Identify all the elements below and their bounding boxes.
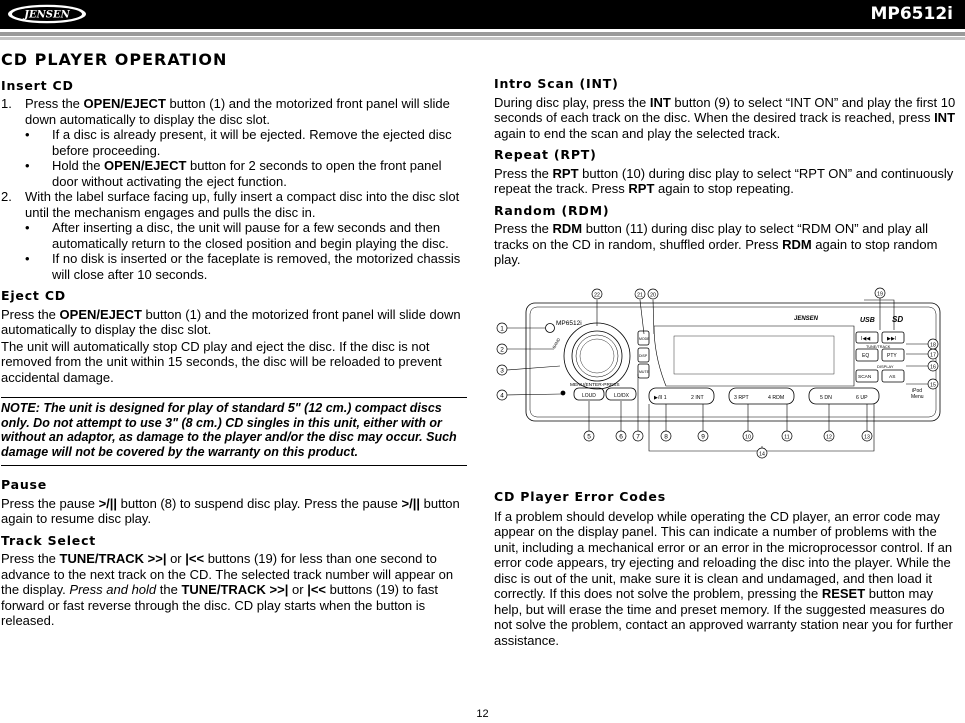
callout-3-label: 3 [500, 367, 504, 375]
callout-11-label: 11 [784, 434, 790, 441]
callout-13-label: 13 [864, 434, 870, 441]
callout-2-label: 2 [500, 346, 504, 354]
intro-scan-heading: Intro Scan (INT) [494, 76, 619, 91]
track-select-paragraph: Press the TUNE/TRACK >>| or |<< buttons (19) for less than one second to advance to the next track on the CD. The selected track number will appear on the display. Press and hold the TUNE/TRACK >>| or |<< buttons (19) to fast forward or fast reverse through the disc. CD play starts when the button is released. [1, 551, 454, 628]
svg-text:TUNE/TRACK: TUNE/TRACK [866, 345, 891, 349]
ir-sensor [561, 391, 565, 395]
display-window [654, 326, 854, 386]
brand-label: JENSEN [794, 316, 819, 322]
pause-heading: Pause [1, 477, 48, 492]
pause-paragraph: Press the pause >/|| button (8) to suspend disc play. Press the pause >/|| button again to resume disc play. [1, 495, 460, 526]
callout-19-label: 19 [877, 291, 883, 298]
page-header [0, 0, 965, 29]
callout-12-label: 12 [826, 434, 832, 441]
svg-text:6 UP: 6 UP [856, 395, 868, 401]
svg-text:BAND: BAND [551, 337, 562, 350]
callout-7-label: 7 [636, 433, 640, 441]
callout-18-label: 18 [930, 342, 936, 349]
open-eject-button [546, 324, 555, 333]
repeat-heading: Repeat (RPT) [494, 147, 597, 162]
callout-5-label: 5 [587, 433, 591, 441]
error-codes-section [494, 489, 960, 648]
intro-scan-paragraph: During disc play, press the INT button (9) to select “INT ON” and play the first 10 seconds of each track on the disc. When the desired track is reached, press INT again to end the scan and play the selected track. [494, 94, 956, 141]
brand-text: JENSEN [24, 9, 70, 21]
jensen-logo [7, 4, 87, 24]
svg-text:SD: SD [892, 315, 904, 324]
page-title: CD PLAYER OPERATION [1, 50, 228, 69]
warning-note: NOTE: The unit is designed for play of standard 5" (12 cm.) compact discs only. Do not attempt to use 3" (8 cm.) CD singles in this unit, either with or without an adaptor, as damage to the player and/or the disc may occur. Such damage will not be covered by the warranty on this product. [1, 397, 467, 466]
callout-8-label: 8 [664, 433, 668, 441]
svg-text:4 RDM: 4 RDM [768, 395, 785, 401]
svg-text:LOUD: LOUD [582, 393, 596, 399]
svg-text:▶▶I: ▶▶I [887, 336, 897, 342]
svg-text:▶/II 1: ▶/II 1 [654, 395, 667, 401]
model-name: MP6512i [870, 4, 953, 24]
left-column [1, 52, 467, 629]
header-rule [0, 32, 965, 36]
callout-10-label: 10 [745, 434, 751, 441]
svg-text:USB: USB [860, 317, 875, 324]
callout-21-label: 21 [637, 292, 643, 299]
svg-text:2 INT: 2 INT [691, 395, 704, 401]
unit-model-label: MP6512i [556, 320, 582, 327]
volume-knob [564, 323, 630, 389]
callout-17-label: 17 [930, 352, 936, 359]
callout-16-label: 16 [930, 364, 936, 371]
callout-4-label: 4 [500, 392, 504, 400]
svg-text:PTY: PTY [887, 353, 897, 359]
svg-text:3 RPT: 3 RPT [734, 395, 749, 401]
svg-text:EQ: EQ [862, 353, 870, 359]
svg-text:Menu: Menu [911, 394, 924, 400]
eject-paragraph-2: The unit will automatically stop CD play and eject the disc. If the disc is not removed from the unit within 15 seconds, the disc will be reloaded to prevent accidental damage. [1, 338, 442, 385]
callout-6-label: 6 [619, 433, 623, 441]
svg-text:I◀◀: I◀◀ [861, 336, 871, 342]
callout-20-label: 20 [650, 292, 656, 299]
error-codes-heading: CD Player Error Codes [494, 489, 666, 504]
svg-text:LO/DX: LO/DX [614, 393, 630, 399]
svg-text:AS: AS [889, 375, 896, 380]
callout-15-label: 15 [930, 382, 936, 389]
insert-cd-heading: Insert CD [1, 77, 74, 93]
callout-9-label: 9 [701, 433, 705, 441]
menu-enter-label: MENU/ENTER-PRESS [570, 383, 620, 388]
right-column [494, 76, 960, 268]
insert-step-2: 2. With the label surface facing up, fully insert a compact disc into the disc slot until the mechanism engages and pulls the disc in. [1, 189, 460, 220]
track-select-heading: Track Select [1, 532, 97, 548]
page-number: 12 [476, 708, 489, 720]
callout-1-label: 1 [500, 325, 504, 333]
svg-text:MODE: MODE [639, 337, 650, 341]
svg-text:SCAN: SCAN [858, 375, 872, 380]
insert-step-1: 1. Press the OPEN/EJECT button (1) and the motorized front panel will slide down automatically to display the disc slot. [1, 96, 450, 127]
eject-paragraph-1: Press the OPEN/EJECT button (1) and the motorized front panel will slide down automatically to display the disc slot. [1, 306, 461, 337]
random-paragraph: Press the RDM button (11) during disc play to select “RDM ON” and play all tracks on the CD in random, shuffled order. Press RDM again to stop random play. [494, 221, 938, 267]
svg-text:MUTE: MUTE [639, 370, 649, 374]
svg-text:5 DN: 5 DN [820, 395, 832, 401]
insert-bullet-1: • If a disc is already present, it will be ejected. Remove the ejected disc before proceeding. [25, 127, 452, 158]
callout-14-label: 14 [759, 451, 765, 458]
insert-bullet-2: • Hold the OPEN/EJECT button for 2 seconds to open the front panel door without activating the eject function. [25, 158, 442, 189]
eject-cd-heading: Eject CD [1, 288, 66, 303]
svg-text:DISP: DISP [639, 354, 648, 358]
faceplate-diagram [494, 286, 960, 462]
error-codes-paragraph: If a problem should develop while operating the CD player, an error code may appear on the display panel. This can indicate a number of problems with the unit, including a mechanical error or an error in the microprocessor control. If an error code appears, try ejecting and reloading the disc into the player. While the disc is out of the unit, make sure it is clean and undamaged, and then load it correctly. If this does not solve the problem, pressing the RESET button may help, but will erase the time and preset memory. If the suggested measures do not solve the problem, contact an approved warranty station near you for further assistance. [494, 508, 953, 648]
insert-bullet-3: • After inserting a disc, the unit will pause for a few seconds and then automatically return to the closed position and begin playing the disc. [25, 220, 449, 251]
svg-text:iPod: iPod [912, 388, 923, 394]
repeat-paragraph: Press the RPT button (10) during disc play to select “RPT ON” and continuously repeat the track. Press RPT again to stop repeating. [494, 165, 954, 196]
insert-bullet-4: • If no disk is inserted or the faceplate is removed, the motorized chassis will close after 10 seconds. [25, 251, 461, 282]
random-heading: Random (RDM) [494, 202, 610, 218]
svg-text:DISPLAY: DISPLAY [877, 364, 894, 369]
header-rule-light [0, 37, 965, 40]
callout-22-label: 22 [594, 292, 600, 299]
